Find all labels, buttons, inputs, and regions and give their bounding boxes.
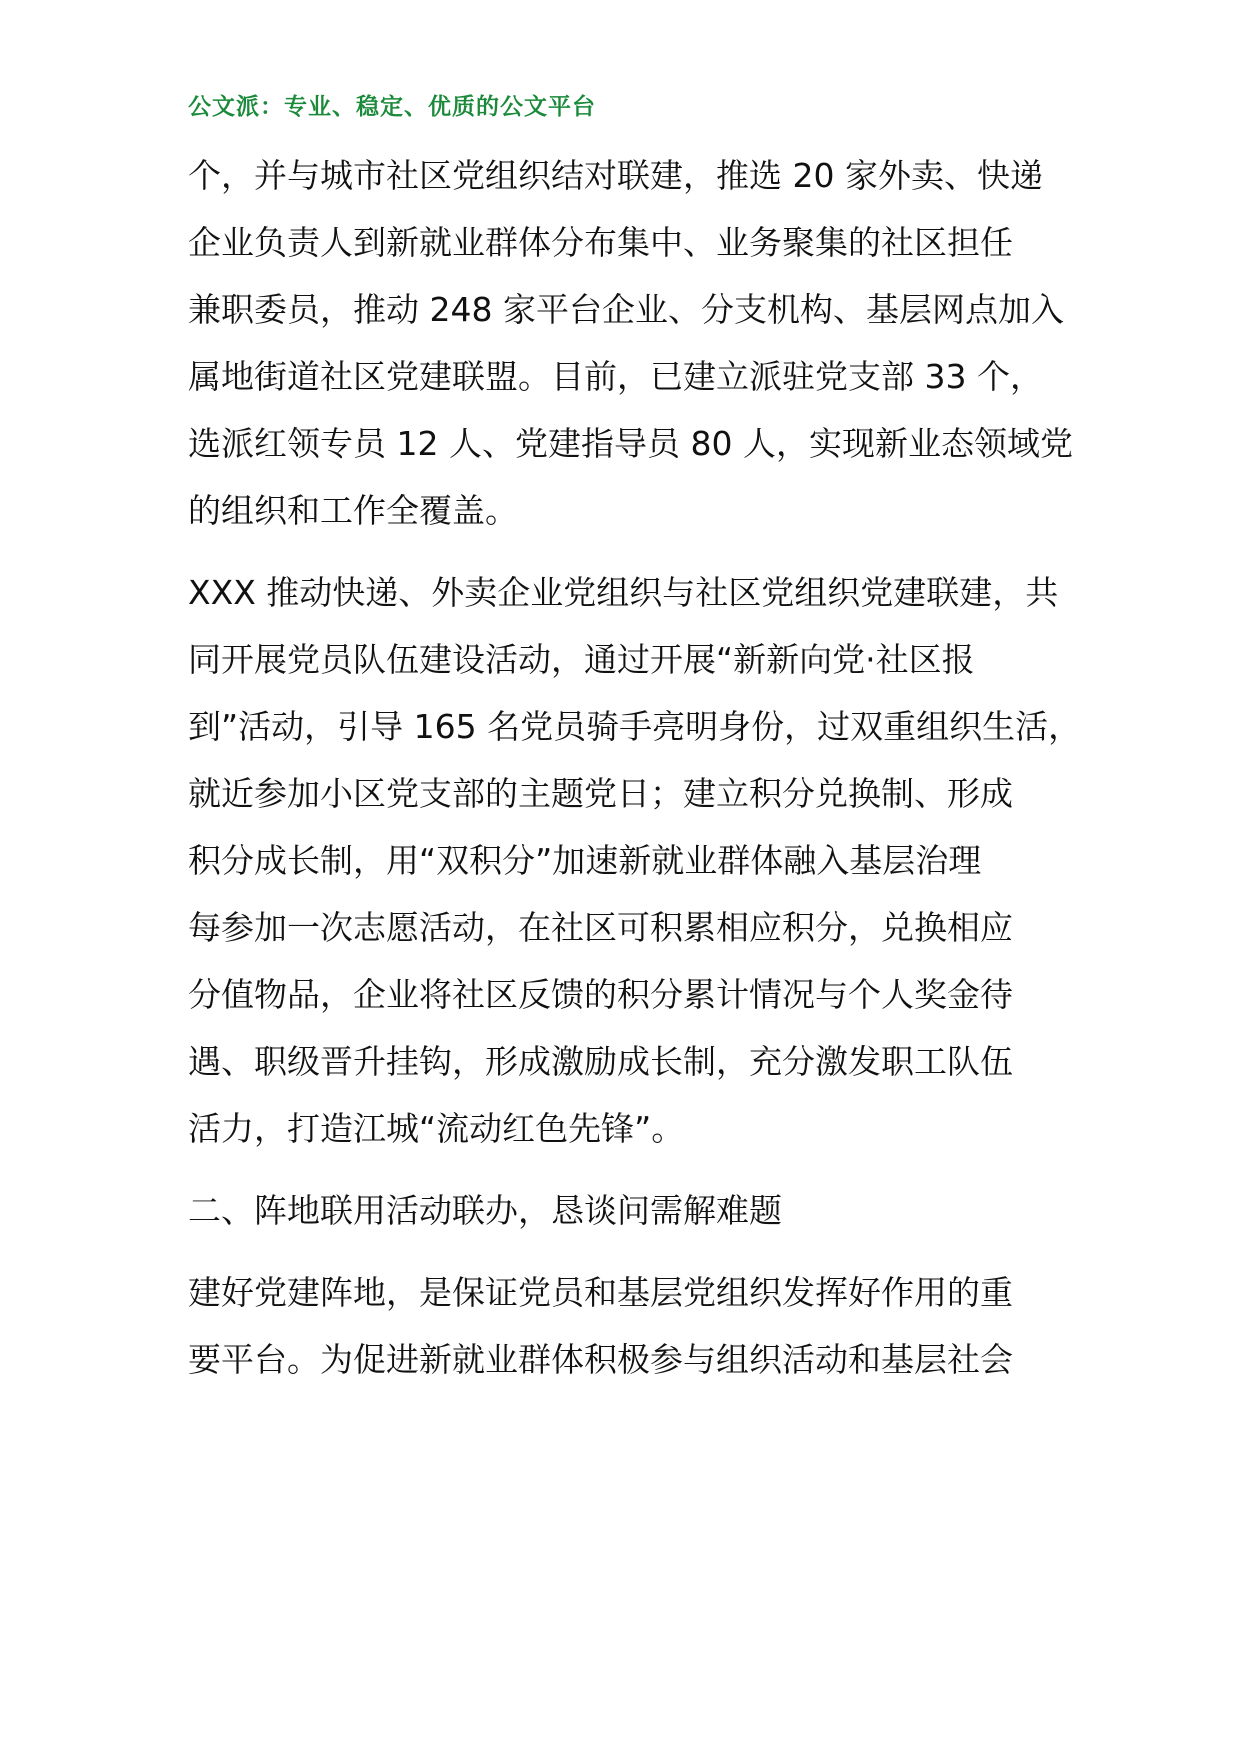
text-line: 同开展党员队伍建设活动，通过开展“新新向党·社区报 (188, 640, 975, 679)
text-line: 属地街道社区党建联盟。目前，已建立派驻党支部 33 个， (188, 357, 1043, 396)
text-line: 到”活动，引导 165 名党员骑手亮明身份，过双重组织生活， (188, 707, 1082, 746)
text-line: 就近参加小区党支部的主题党日；建立积分兑换制、形成 (188, 774, 1013, 813)
text-line: 要平台。为促进新就业群体积极参与组织活动和基层社会 (188, 1340, 1013, 1379)
text-line: 选派红领专员 12 人、党建指导员 80 人，实现新业态领域党 (188, 424, 1073, 463)
text-line: 每参加一次志愿活动，在社区可积累相应积分，兑换相应 (188, 908, 1013, 947)
text-line: 建好党建阵地，是保证党员和基层党组织发挥好作用的重 (188, 1273, 1013, 1312)
text-line: 分值物品，企业将社区反馈的积分累计情况与个人奖金待 (188, 975, 1013, 1014)
text-line: 企业负责人到新就业群体分布集中、业务聚集的社区担任 (188, 223, 1013, 262)
text-line: 个，并与城市社区党组织结对联建，推选 20 家外卖、快递 (188, 156, 1043, 195)
text-line: 积分成长制，用“双积分”加速新就业群体融入基层治理 (188, 841, 982, 880)
text-line: 兼职委员，推动 248 家平台企业、分支机构、基层网点加入 (188, 290, 1064, 329)
text-line: 遇、职级晋升挂钩，形成激励成长制，充分激发职工队伍 (188, 1042, 1013, 1081)
document-header: 公文派：专业、稳定、优质的公文平台 (188, 94, 596, 120)
section-heading: 二、阵地联用活动联办，恳谈问需解难题 (188, 1191, 782, 1230)
text-line: XXX 推动快递、外卖企业党组织与社区党组织党建联建，共 (188, 573, 1059, 612)
text-line: 活力，打造江城“流动红色先锋”。 (188, 1109, 685, 1148)
text-line: 的组织和工作全覆盖。 (188, 491, 518, 530)
